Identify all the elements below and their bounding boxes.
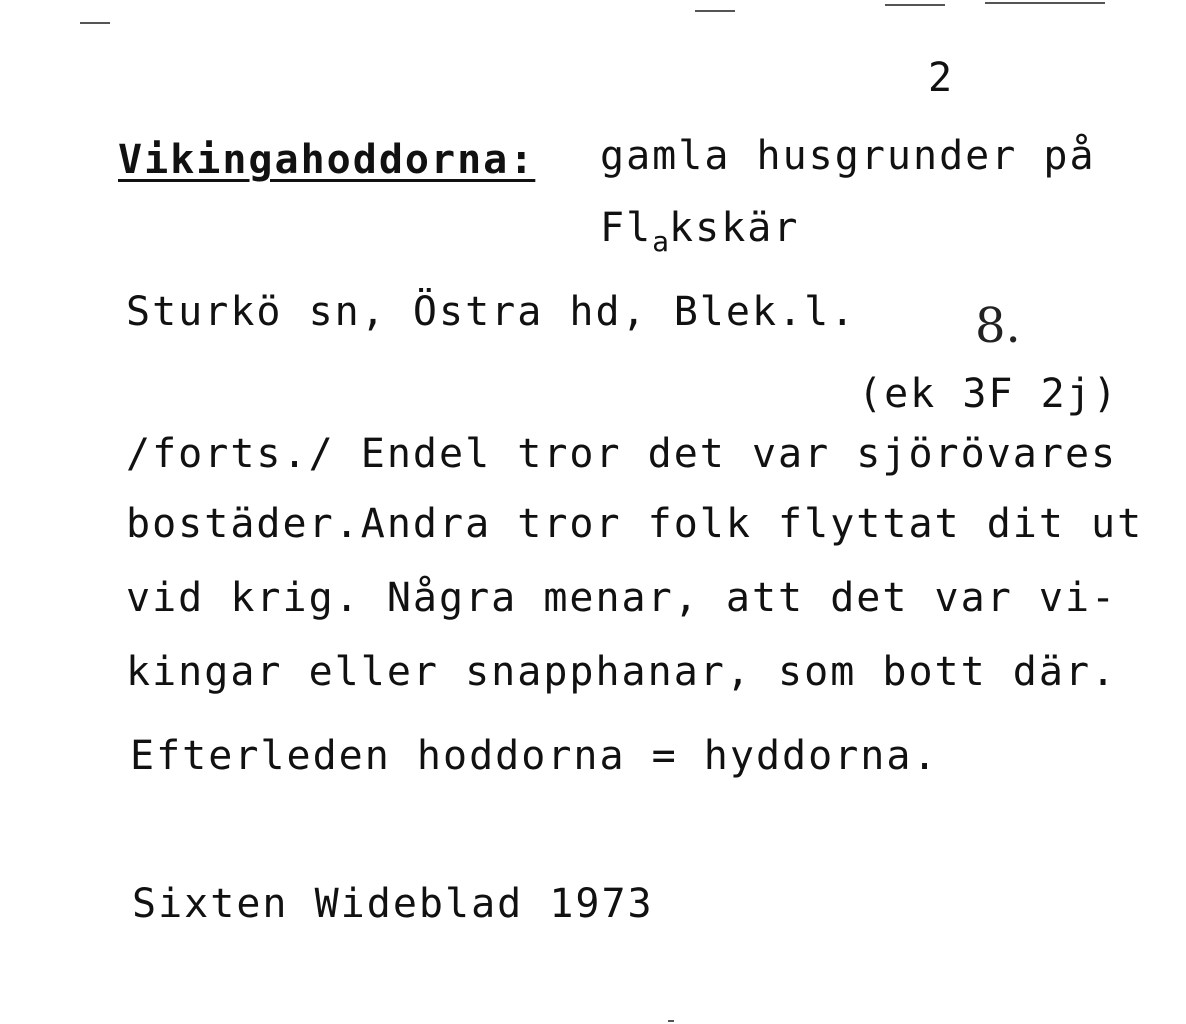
handwritten-mark: 8. xyxy=(975,298,1021,354)
body-line-3: vid krig. Några menar, att det var vi- xyxy=(126,575,1118,621)
scan-speck xyxy=(885,4,945,6)
body-line-1: /forts./ Endel tror det var sjörövares xyxy=(126,431,1118,477)
headword: Vikingahoddorna: xyxy=(118,137,536,183)
location-line: Sturkö sn, Östra hd, Blek.l. xyxy=(126,289,857,335)
scan-speck xyxy=(668,1020,674,1022)
scan-speck xyxy=(695,10,735,12)
body-line-4: kingar eller snapphanar, som bott där. xyxy=(126,649,1118,695)
page-number: 2 xyxy=(928,55,955,101)
definition-line-2 xyxy=(600,205,800,258)
body-line-5: Efterleden hoddorna = hyddorna. xyxy=(130,733,939,779)
definition-subscript: a xyxy=(652,225,670,258)
scan-speck xyxy=(80,22,110,24)
map-reference: (ek 3F 2j) xyxy=(858,371,1119,417)
signature-line: Sixten Wideblad 1973 xyxy=(132,881,654,927)
definition-line-1: gamla husgrunder på xyxy=(600,133,1096,179)
definition-part-1: Fl xyxy=(600,205,653,251)
scan-speck xyxy=(985,2,1105,4)
body-line-2: bostäder.Andra tror folk flyttat dit ut xyxy=(126,501,1144,547)
definition-part-2: kskär xyxy=(669,205,800,251)
